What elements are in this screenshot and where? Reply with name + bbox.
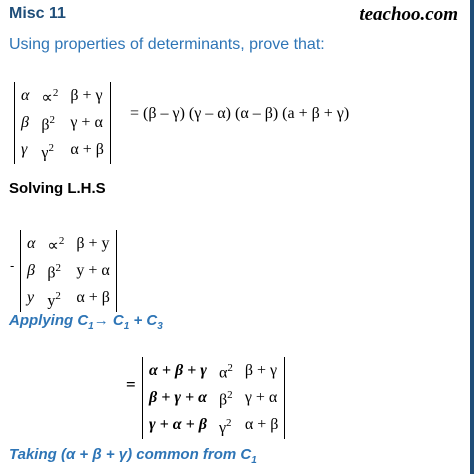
det-cell: γ xyxy=(21,141,28,159)
det-row xyxy=(15,109,110,136)
det-cell: $\beta^2$ xyxy=(218,389,233,409)
det-cell: $\beta^2$ xyxy=(47,262,62,282)
det-cell: y + α xyxy=(76,261,110,279)
det-row xyxy=(143,412,284,439)
det-row xyxy=(15,82,110,109)
solving-label: Solving L.H.S xyxy=(9,180,106,197)
determinant-lhs xyxy=(20,230,117,312)
det-cell: γ + α xyxy=(70,113,103,131)
det-cell: ∝$^2$ xyxy=(47,235,65,255)
equals-sign: = xyxy=(126,375,136,394)
det-cell: α + β xyxy=(70,141,104,159)
det-cell: $\gamma^2$ xyxy=(41,141,54,161)
det-row xyxy=(21,285,116,312)
det-cell: α xyxy=(21,86,30,104)
applying-step: Applying $C_1\to C_1 + C_3$ xyxy=(9,312,163,332)
page-title: Misc 11 xyxy=(9,5,66,22)
det-cell: γ + α + β xyxy=(149,416,207,434)
det-cell: γ + α xyxy=(244,388,278,406)
taking-step: Taking (α + β + γ) common from $C_1$ xyxy=(9,446,257,466)
det-cell: $\alpha^2$ xyxy=(218,362,233,382)
det-row xyxy=(15,137,110,164)
determinant-step xyxy=(142,357,285,439)
question-instruction: Using properties of determinants, prove that: xyxy=(9,36,325,53)
det-row xyxy=(21,230,116,257)
det-cell: β + γ + α xyxy=(149,388,207,406)
det-cell: $\beta^2$ xyxy=(41,114,56,134)
teachoo-logo: teachoo.com xyxy=(359,4,458,25)
det-cell: ∝$^2$ xyxy=(41,87,59,107)
determinant-question xyxy=(14,82,111,164)
det-cell: β + γ xyxy=(70,86,103,104)
det-cell: β + γ xyxy=(244,361,278,379)
det-cell: $y^2$ xyxy=(47,289,61,309)
det-cell: β + y xyxy=(76,234,110,252)
proof-rhs: = (β – γ) (γ – α) (α – β) (a + β + γ) xyxy=(130,105,350,122)
det-cell: α + β + γ xyxy=(149,361,207,379)
minus-sign: - xyxy=(10,258,15,273)
det-cell: y xyxy=(27,289,35,307)
det-row xyxy=(143,357,284,384)
det-cell: β xyxy=(27,261,35,279)
brand-bar xyxy=(470,0,474,474)
det-cell: $\gamma^2$ xyxy=(218,416,232,436)
det-row xyxy=(143,384,284,411)
det-cell: α xyxy=(27,234,36,252)
det-cell: β xyxy=(21,113,29,131)
det-row xyxy=(21,257,116,284)
det-cell: α + β xyxy=(76,289,110,307)
det-cell: α + β xyxy=(244,416,279,434)
